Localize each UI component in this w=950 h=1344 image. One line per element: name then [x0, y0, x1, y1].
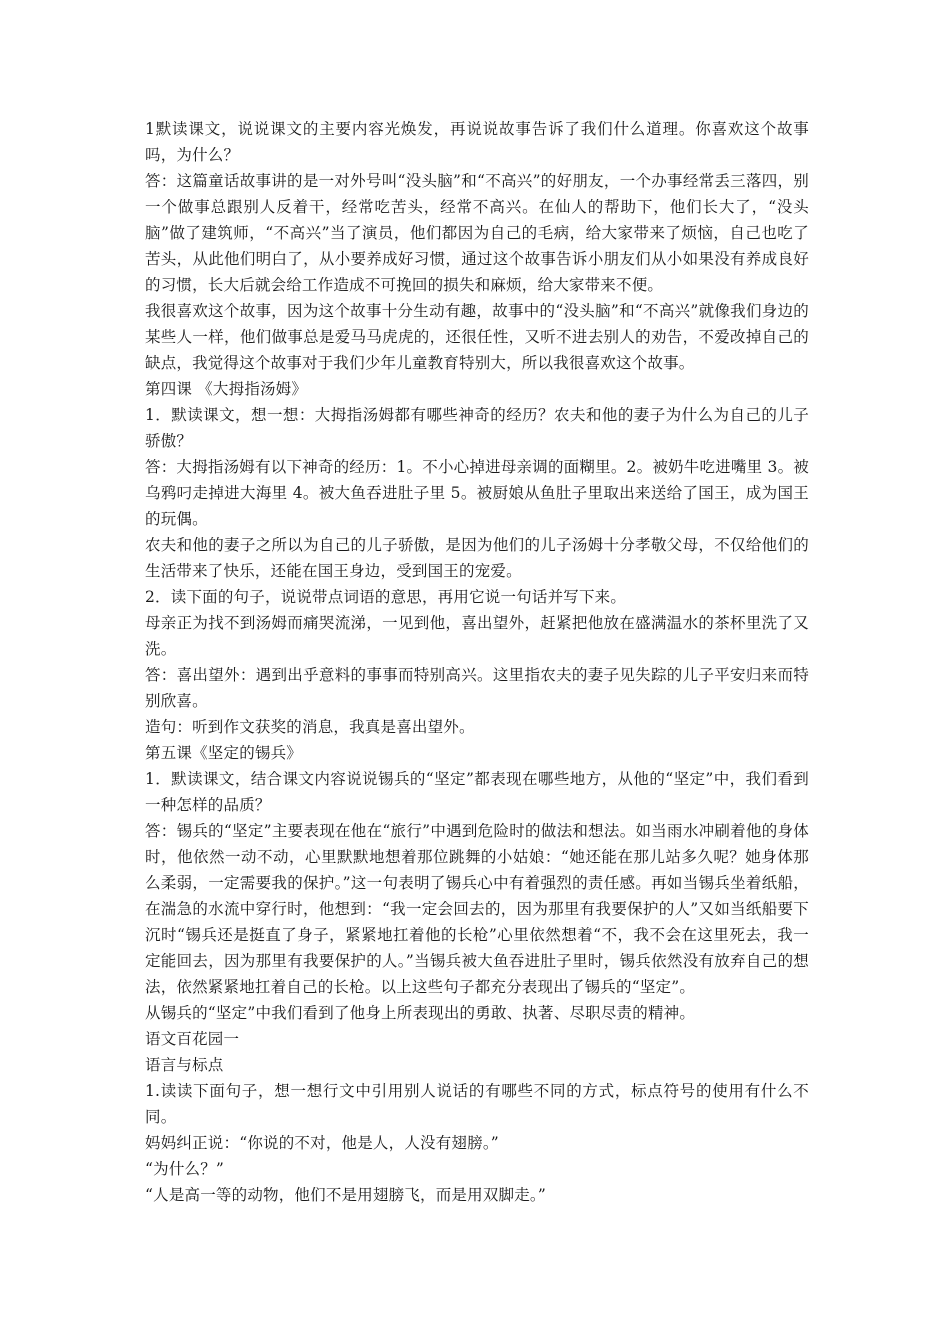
quoted-sentence: “为什么？”: [145, 1160, 225, 1178]
answer-paragraph: 从锡兵的“坚定”中我们看到了他身上所表现出的勇敢、执著、尽职尽责的精神。: [145, 1004, 696, 1022]
lesson-heading: 第五课《坚定的锡兵》: [145, 744, 303, 762]
question-paragraph: 1．默读课文，想一想：大拇指汤姆都有哪些神奇的经历？农夫和他的妻子为什么为自己的儿子骄傲？: [145, 406, 809, 450]
answer-paragraph: 答：大拇指汤姆有以下神奇的经历：1。不小心掉进母亲调的面糊里。2。被奶牛吃进嘴里 3。被乌鸦叼走掉进大海里 4。被大鱼吞进肚子里 5。被厨娘从鱼肚子里取出来送给了国王，成为国王的玩偶。: [145, 458, 809, 528]
answer-paragraph: 答：锡兵的“坚定”主要表现在他在“旅行”中遇到危险时的做法和想法。如当雨水冲刷着他的身体时，他依然一动不动，心里默默地想着那位跳舞的小姑娘：“她还能在那儿站多久呢？她身体那么柔弱，一定需要我的保护。”这一句表明了锡兵心中有着强烈的责任感。再如当锡兵坐着纸船，在湍急的水流中穿行时，他想到：“我一定会回去的，因为那里有我要保护的人”又如当纸船要下沉时“锡兵还是挺直了身子，紧紧地扛着他的长枪”心里依然想着“不，我不会在这里死去，我一定能回去，因为那里有我要保护的人。”当锡兵被大鱼吞进肚子里时，锡兵依然没有放弃自己的想法，依然紧紧地扛着自己的长枪。以上这些句子都充分表现出了锡兵的“坚定”。: [145, 822, 809, 996]
question-paragraph: 1默读课文，说说课文的主要内容光焕发，再说说故事告诉了我们什么道理。你喜欢这个故事吗，为什么？: [145, 120, 809, 164]
quoted-sentence: “人是高一等的动物，他们不是用翅膀飞，而是用双脚走。”: [145, 1186, 546, 1204]
quoted-sentence: 妈妈纠正说：“你说的不对，他是人，人没有翅膀。”: [145, 1134, 499, 1152]
question-paragraph: 2．读下面的句子，说说带点词语的意思，再用它说一句话并写下来。: [145, 588, 627, 606]
lesson-heading: 第四课 《大拇指汤姆》: [145, 380, 308, 398]
question-paragraph: 1.读读下面句子，想一想行文中引用别人说话的有哪些不同的方式，标点符号的使用有什么不同。: [145, 1082, 809, 1126]
subsection-heading: 语言与标点: [145, 1056, 224, 1074]
example-sentence: 造句：听到作文获奖的消息，我真是喜出望外。: [145, 718, 475, 736]
answer-paragraph: 我很喜欢这个故事，因为这个故事十分生动有趣，故事中的“没头脑”和“不高兴”就像我们身边的某些人一样，他们做事总是爱马马虎虎的，还很任性，又听不进去别人的劝告，不爱改掉自己的缺点，我觉得这个故事对于我们少年儿童教育特别大，所以我很喜欢这个故事。: [145, 302, 809, 372]
quoted-sentence: 母亲正为找不到汤姆而痛哭流涕，一见到他，喜出望外，赶紧把他放在盛满温水的茶杯里洗了又洗。: [145, 614, 809, 658]
section-heading: 语文百花园一: [145, 1030, 240, 1048]
answer-paragraph: 答：这篇童话故事讲的是一对外号叫“没头脑”和“不高兴”的好朋友，一个办事经常丢三落四，别一个做事总跟别人反着干，经常吃苦头，经常不高兴。在仙人的帮助下，他们长大了，“没头脑”做了建筑师，“不高兴”当了演员，他们都因为自己的毛病，给大家带来了烦恼，自己也吃了苦头，从此他们明白了，从小要养成好习惯，通过这个故事告诉小朋友们从小如果没有养成良好的习惯，长大后就会给工作造成不可挽回的损失和麻烦，给大家带来不便。: [145, 172, 809, 294]
question-paragraph: 1．默读课文，结合课文内容说说锡兵的“坚定”都表现在哪些地方，从他的“坚定”中，我们看到一种怎样的品质？: [145, 770, 809, 814]
answer-paragraph: 答：喜出望外：遇到出乎意料的事事而特别高兴。这里指农夫的妻子见失踪的儿子平安归来而特别欣喜。: [145, 666, 809, 710]
document-body: [145, 116, 809, 1208]
answer-paragraph: 农夫和他的妻子之所以为自己的儿子骄傲，是因为他们的儿子汤姆十分孝敬父母，不仅给他们的生活带来了快乐，还能在国王身边，受到国王的宠爱。: [145, 536, 809, 580]
